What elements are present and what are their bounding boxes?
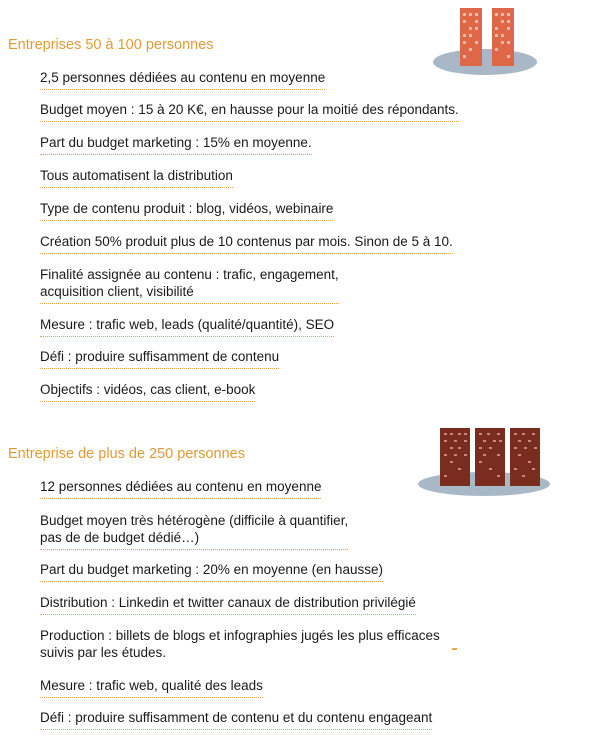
three-brown-buildings-icon [412, 424, 560, 498]
list-item: Mesure : trafic web, qualité des leads [40, 677, 263, 698]
list-item: Part du budget marketing : 20% en moyenne (en hausse) [40, 561, 383, 582]
list-item: Budget moyen très hétérogène (difficile à quantifier, pas de de budget dédié…) [40, 512, 348, 550]
list-item: Budget moyen : 15 à 20 K€, en hausse pour la moitié des répondants. [40, 101, 459, 122]
divider [452, 648, 457, 650]
list-item: Finalité assignée au contenu : trafic, engagement, acquisition client, visibilité [40, 266, 339, 304]
list-item: Distribution : Linkedin et twitter canaux de distribution privilégié [40, 594, 416, 615]
list-item: 2,5 personnes dédiées au contenu en moyenne [40, 69, 325, 90]
list-item: Création 50% produit plus de 10 contenus par mois. Sinon de 5 à 10. [40, 233, 453, 254]
list-item: Tous automatisent la distribution [40, 167, 233, 188]
section-title: Entreprises 50 à 100 personnes [8, 37, 214, 53]
list-item: Mesure : trafic web, leads (qualité/quantité), SEO [40, 316, 334, 337]
list-item: Objectifs : vidéos, cas client, e-book [40, 381, 255, 402]
list-item: Part du budget marketing : 15% en moyenne. [40, 134, 312, 155]
list-item: Défi : produire suffisamment de contenu [40, 348, 279, 369]
list-item: Production : billets de blogs et infographies jugés les plus efficaces suivis par les études. [40, 628, 440, 660]
list-item: Défi : produire suffisamment de contenu et du contenu engageant [40, 709, 432, 730]
section-title: Entreprise de plus de 250 personnes [8, 446, 245, 462]
list-item: 12 personnes dédiées au contenu en moyenne [40, 478, 321, 499]
list-item: Type de contenu produit : blog, vidéos, webinaire [40, 200, 333, 221]
two-orange-buildings-icon [430, 4, 540, 76]
